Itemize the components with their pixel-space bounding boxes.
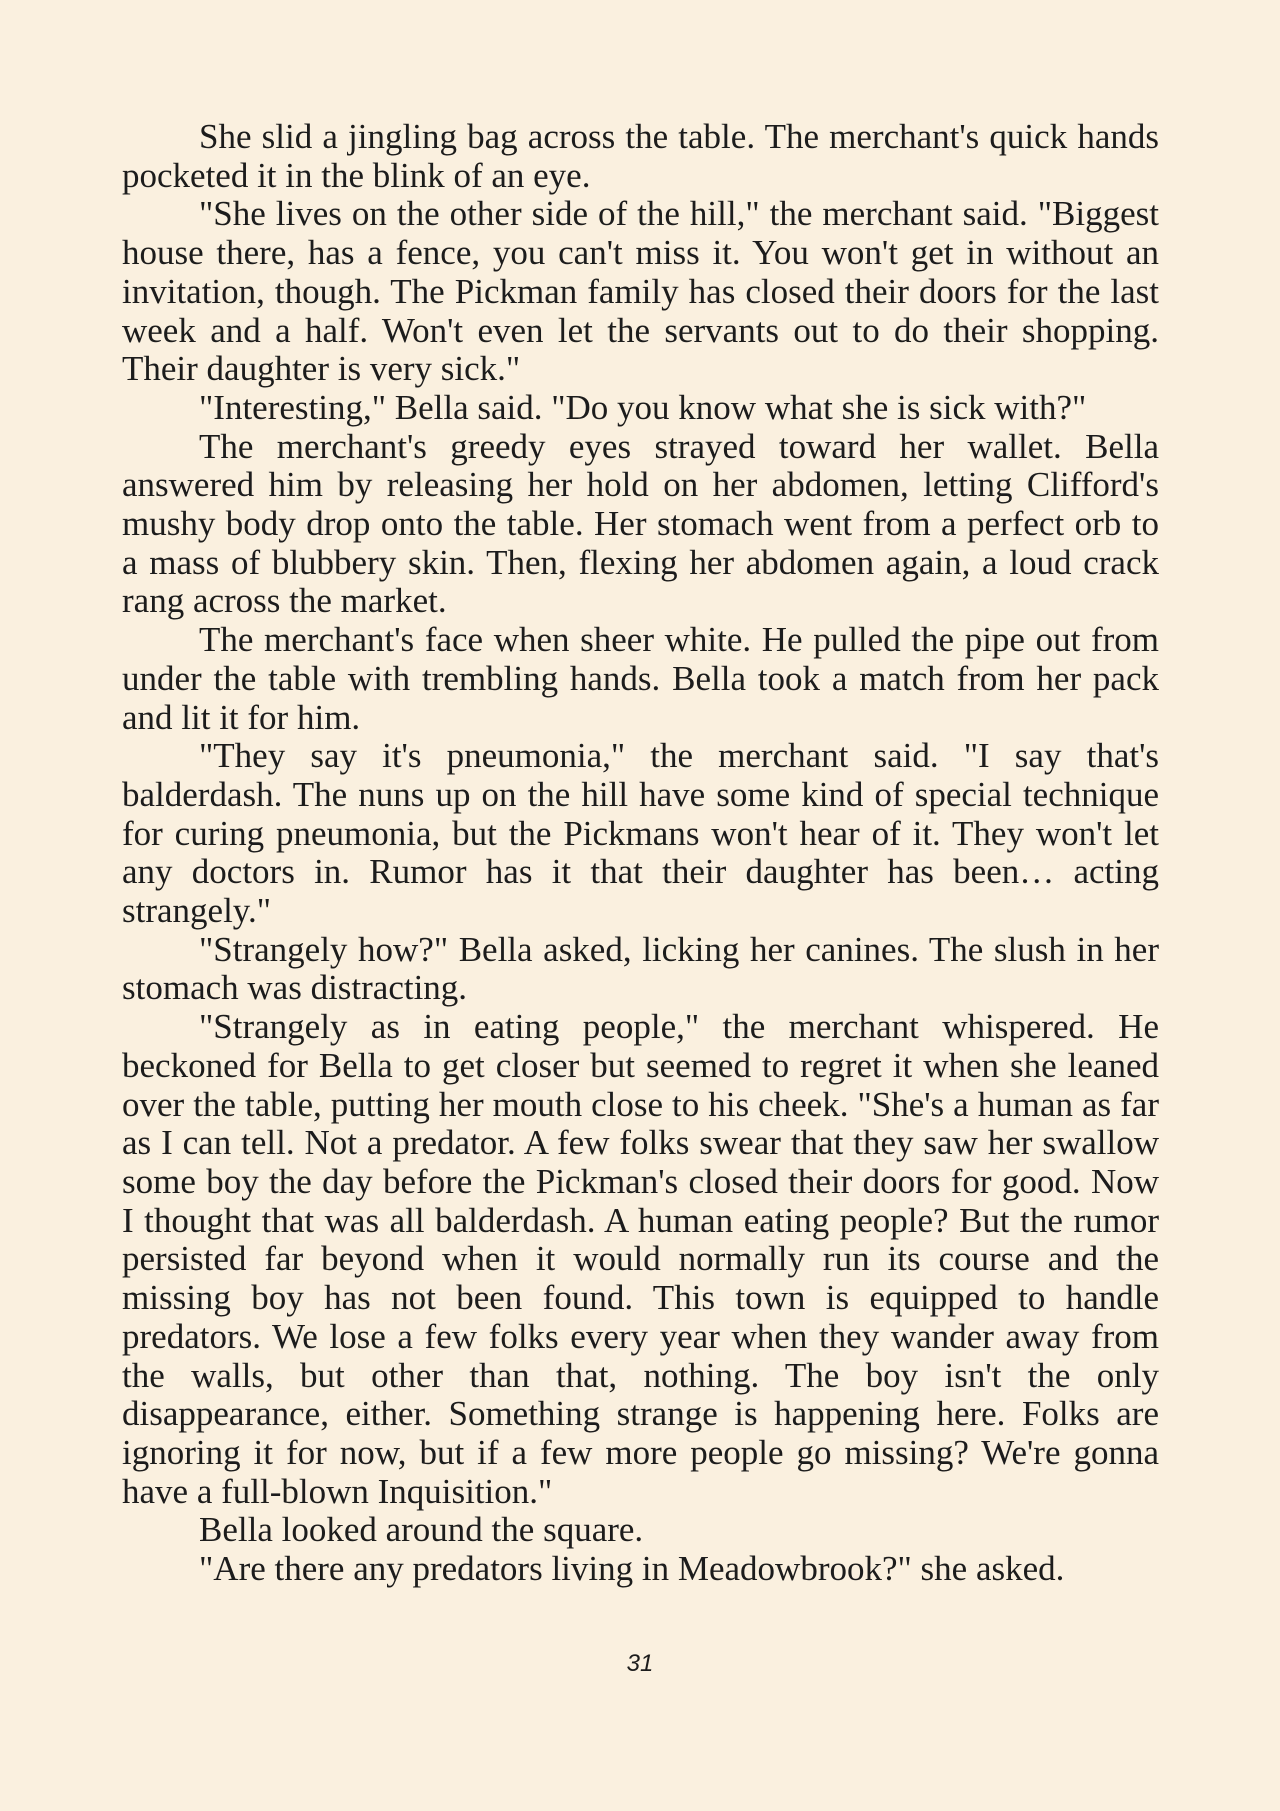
body-text [122, 118, 1159, 1589]
paragraph-1: She slid a jingling bag across the table. The merchant's quick hands pocketed it in the blink of an eye. [122, 117, 1159, 195]
paragraph-7: "Strangely how?" Bella asked, licking her canines. The slush in her stomach was distracting. [122, 929, 1159, 1008]
paragraph-9: Bella looked around the square. [199, 1510, 644, 1550]
paragraph-4: The merchant's greedy eyes strayed toward her wallet. Bella answered him by releasing her hold on her abdomen, letting Clifford's mushy body drop onto the table. Her stomach went from a perfect orb to a mass of blubbery skin. Then, flexing her abdomen again, a loud crack rang across the market. [122, 426, 1159, 621]
page-number: 31 [626, 1650, 654, 1677]
paragraph-2: "She lives on the other side of the hill," the merchant said. "Biggest house there, has a fence, you can't miss it. You won't get in without an invitation, though. The Pickman family has closed their doors for the last week and a half. Won't even let the servants out to do their shopping. Their daughter is very sick." [122, 194, 1159, 389]
paragraph-6: "They say it's pneumonia," the merchant said. "I say that's balderdash. The nuns up on the hill have some kind of special technique for curing pneumonia, but the Pickmans won't hear of it. They won't let any doctors in. Rumor has it that their daughter has been… acting strangely." [122, 736, 1159, 931]
paragraph-5: The merchant's face when sheer white. He pulled the pipe out from under the table with trembling hands. Bella took a match from her pack and lit it for him. [122, 620, 1159, 737]
paragraph-10: "Are there any predators living in Meadowbrook?" she asked. [199, 1549, 1065, 1589]
paragraph-8: "Strangely as in eating people," the merchant whispered. He beckoned for Bella to get closer but seemed to regret it when she leaned over the table, putting her mouth close to his cheek. "She's a human as far as I can tell. Not a predator. A few folks swear that they saw her swallow some boy the day before the Pickman's closed their doors for good. Now I thought that was all balderdash. A human eating people? But the rumor persisted far beyond when it would normally run its course and the missing boy has not been found. This town is equipped to handle predators. We lose a few folks every year when they wander away from the walls, but other than that, nothing. The boy isn't the only disappearance, either. Something strange is happening here. Folks are ignoring it for now, but if a few more people go missing? We're gonna have a full-blown Inquisition." [122, 1007, 1159, 1511]
paragraph-3: "Interesting," Bella said. "Do you know what she is sick with?" [199, 387, 1087, 427]
